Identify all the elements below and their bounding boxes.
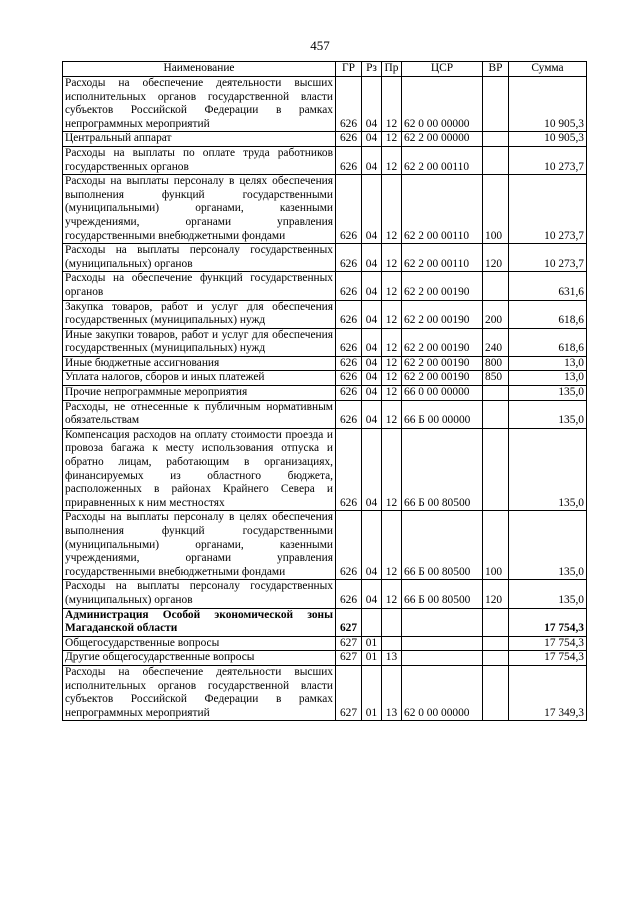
- cell-rz: 04: [362, 244, 382, 272]
- cell-rz: 04: [362, 132, 382, 147]
- cell-rz: 04: [362, 428, 382, 511]
- cell-gr: 626: [336, 580, 362, 608]
- cell-pr: 12: [382, 386, 402, 401]
- cell-rz: 01: [362, 665, 382, 720]
- table-row: [63, 386, 587, 401]
- cell-name: Иные закупки товаров, работ и услуг для обеспечения государственных (муниципальных) нужд: [63, 328, 336, 356]
- header-sum: Сумма: [509, 62, 587, 77]
- cell-vr: [483, 608, 509, 636]
- header-name: Наименование: [63, 62, 336, 77]
- cell-vr: [483, 272, 509, 300]
- cell-vr: 240: [483, 328, 509, 356]
- cell-pr: 12: [382, 428, 402, 511]
- cell-vr: [483, 386, 509, 401]
- cell-name: Центральный аппарат: [63, 132, 336, 147]
- cell-sum: 10 273,7: [509, 244, 587, 272]
- cell-vr: 800: [483, 356, 509, 371]
- cell-csr: 62 0 00 00000: [402, 665, 483, 720]
- cell-rz: 04: [362, 77, 382, 132]
- cell-name: Расходы на выплаты персоналу государственных (муниципальных) органов: [63, 580, 336, 608]
- cell-sum: 135,0: [509, 386, 587, 401]
- cell-csr: 62 2 00 00190: [402, 300, 483, 328]
- cell-vr: 200: [483, 300, 509, 328]
- cell-vr: [483, 428, 509, 511]
- cell-rz: [362, 608, 382, 636]
- cell-pr: 12: [382, 272, 402, 300]
- cell-pr: 12: [382, 175, 402, 244]
- cell-sum: 17 754,3: [509, 636, 587, 651]
- cell-vr: [483, 132, 509, 147]
- table-row: [63, 665, 587, 720]
- table-row: [63, 580, 587, 608]
- cell-gr: 627: [336, 665, 362, 720]
- cell-name: Компенсация расходов на оплату стоимости проезда и провоза багажа к месту использования отпуска и обратно лицам, работающим в организациях, финансируемых из областного бюджета, расположенных в районах Крайнего Севера и приравненных к ним местностях: [63, 428, 336, 511]
- cell-csr: 62 2 00 00190: [402, 356, 483, 371]
- cell-vr: 120: [483, 580, 509, 608]
- cell-gr: 626: [336, 77, 362, 132]
- cell-pr: 12: [382, 580, 402, 608]
- table-row: [63, 175, 587, 244]
- table-row: [63, 356, 587, 371]
- cell-sum: 10 273,7: [509, 175, 587, 244]
- cell-pr: 12: [382, 77, 402, 132]
- table-row: [63, 400, 587, 428]
- cell-sum: 618,6: [509, 328, 587, 356]
- cell-gr: 626: [336, 272, 362, 300]
- cell-rz: 04: [362, 272, 382, 300]
- cell-sum: 10 905,3: [509, 132, 587, 147]
- cell-pr: [382, 608, 402, 636]
- table-row: [63, 428, 587, 511]
- cell-rz: 04: [362, 356, 382, 371]
- cell-gr: 626: [336, 511, 362, 580]
- cell-name: Прочие непрограммные мероприятия: [63, 386, 336, 401]
- table-row: [63, 300, 587, 328]
- cell-gr: 626: [336, 386, 362, 401]
- cell-pr: 12: [382, 400, 402, 428]
- cell-sum: 135,0: [509, 400, 587, 428]
- cell-csr: 62 0 00 00000: [402, 77, 483, 132]
- cell-pr: [382, 636, 402, 651]
- cell-name: Расходы на выплаты персоналу государственных (муниципальных) органов: [63, 244, 336, 272]
- cell-rz: 04: [362, 580, 382, 608]
- cell-name: Администрация Особой экономической зоны Магаданской области: [63, 608, 336, 636]
- cell-csr: [402, 608, 483, 636]
- cell-rz: 04: [362, 175, 382, 244]
- cell-rz: 01: [362, 651, 382, 666]
- cell-sum: 17 754,3: [509, 651, 587, 666]
- cell-vr: [483, 651, 509, 666]
- cell-sum: 135,0: [509, 428, 587, 511]
- cell-rz: 04: [362, 300, 382, 328]
- cell-pr: 12: [382, 146, 402, 174]
- cell-name: Расходы на выплаты персоналу в целях обеспечения выполнения функций государственными (муниципальными) органами, казенными учреждениями, органами управления государственными внебюджетными фондами: [63, 511, 336, 580]
- table-row: [63, 328, 587, 356]
- cell-pr: 13: [382, 665, 402, 720]
- cell-vr: 100: [483, 511, 509, 580]
- cell-csr: 62 2 00 00190: [402, 371, 483, 386]
- cell-gr: 626: [336, 356, 362, 371]
- cell-sum: 13,0: [509, 356, 587, 371]
- cell-gr: 626: [336, 371, 362, 386]
- cell-rz: 04: [362, 511, 382, 580]
- cell-sum: 10 905,3: [509, 77, 587, 132]
- budget-table: [62, 61, 587, 721]
- table-row: [63, 244, 587, 272]
- cell-gr: 627: [336, 651, 362, 666]
- cell-csr: 66 Б 00 80500: [402, 511, 483, 580]
- cell-csr: 62 2 00 00110: [402, 244, 483, 272]
- cell-rz: 04: [362, 371, 382, 386]
- cell-gr: 626: [336, 175, 362, 244]
- cell-gr: 627: [336, 636, 362, 651]
- cell-name: Закупка товаров, работ и услуг для обеспечения государственных (муниципальных) нужд: [63, 300, 336, 328]
- cell-name: Расходы на обеспечение функций государственных органов: [63, 272, 336, 300]
- cell-vr: 850: [483, 371, 509, 386]
- cell-pr: 12: [382, 300, 402, 328]
- table-row: [63, 272, 587, 300]
- cell-sum: 618,6: [509, 300, 587, 328]
- table-body: [63, 77, 587, 721]
- cell-pr: 13: [382, 651, 402, 666]
- table-row: [63, 77, 587, 132]
- table-row: [63, 511, 587, 580]
- cell-rz: 01: [362, 636, 382, 651]
- cell-pr: 12: [382, 511, 402, 580]
- cell-pr: 12: [382, 244, 402, 272]
- header-gr: ГР: [336, 62, 362, 77]
- cell-pr: 12: [382, 356, 402, 371]
- page-number: 457: [310, 38, 330, 53]
- cell-name: Расходы на выплаты персоналу в целях обеспечения выполнения функций государственными (муниципальными) органами, казенными учреждениями, органами управления государственными внебюджетными фондами: [63, 175, 336, 244]
- cell-sum: 10 273,7: [509, 146, 587, 174]
- header-vr: ВР: [483, 62, 509, 77]
- cell-csr: 66 Б 00 80500: [402, 580, 483, 608]
- cell-rz: 04: [362, 386, 382, 401]
- cell-name: Расходы на обеспечение деятельности высших исполнительных органов государственной власти субъектов Российской Федерации в рамках непрограммных мероприятий: [63, 665, 336, 720]
- table-header-row: [63, 62, 587, 77]
- cell-vr: 100: [483, 175, 509, 244]
- header-pr: Пр: [382, 62, 402, 77]
- table-row: [63, 132, 587, 147]
- cell-gr: 626: [336, 146, 362, 174]
- cell-csr: [402, 651, 483, 666]
- cell-csr: 66 Б 00 80500: [402, 428, 483, 511]
- cell-pr: 12: [382, 132, 402, 147]
- cell-pr: 12: [382, 328, 402, 356]
- cell-vr: [483, 636, 509, 651]
- cell-csr: 62 2 00 00110: [402, 146, 483, 174]
- cell-vr: [483, 665, 509, 720]
- cell-name: Расходы на выплаты по оплате труда работников государственных органов: [63, 146, 336, 174]
- cell-sum: 17 349,3: [509, 665, 587, 720]
- table-row: [63, 636, 587, 651]
- cell-name: Расходы на обеспечение деятельности высших исполнительных органов государственной власти субъектов Российской Федерации в рамках непрограммных мероприятий: [63, 77, 336, 132]
- table-row: [63, 608, 587, 636]
- cell-csr: 66 Б 00 00000: [402, 400, 483, 428]
- cell-name: Другие общегосударственные вопросы: [63, 651, 336, 666]
- cell-name: Общегосударственные вопросы: [63, 636, 336, 651]
- cell-rz: 04: [362, 146, 382, 174]
- cell-sum: 631,6: [509, 272, 587, 300]
- cell-sum: 135,0: [509, 580, 587, 608]
- cell-vr: [483, 146, 509, 174]
- cell-gr: 626: [336, 328, 362, 356]
- header-csr: ЦСР: [402, 62, 483, 77]
- cell-csr: 62 2 00 00000: [402, 132, 483, 147]
- cell-rz: 04: [362, 328, 382, 356]
- cell-sum: 135,0: [509, 511, 587, 580]
- cell-gr: 626: [336, 244, 362, 272]
- cell-gr: 626: [336, 400, 362, 428]
- cell-csr: [402, 636, 483, 651]
- cell-csr: 62 2 00 00190: [402, 328, 483, 356]
- cell-csr: 62 2 00 00110: [402, 175, 483, 244]
- cell-gr: 627: [336, 608, 362, 636]
- cell-gr: 626: [336, 132, 362, 147]
- cell-csr: 62 2 00 00190: [402, 272, 483, 300]
- cell-name: Уплата налогов, сборов и иных платежей: [63, 371, 336, 386]
- cell-pr: 12: [382, 371, 402, 386]
- cell-csr: 66 0 00 00000: [402, 386, 483, 401]
- cell-gr: 626: [336, 300, 362, 328]
- cell-vr: 120: [483, 244, 509, 272]
- cell-gr: 626: [336, 428, 362, 511]
- table-row: [63, 146, 587, 174]
- cell-sum: 13,0: [509, 371, 587, 386]
- cell-name: Иные бюджетные ассигнования: [63, 356, 336, 371]
- table-row: [63, 651, 587, 666]
- header-rz: Рз: [362, 62, 382, 77]
- cell-rz: 04: [362, 400, 382, 428]
- cell-vr: [483, 400, 509, 428]
- cell-sum: 17 754,3: [509, 608, 587, 636]
- cell-vr: [483, 77, 509, 132]
- table-row: [63, 371, 587, 386]
- cell-name: Расходы, не отнесенные к публичным нормативным обязательствам: [63, 400, 336, 428]
